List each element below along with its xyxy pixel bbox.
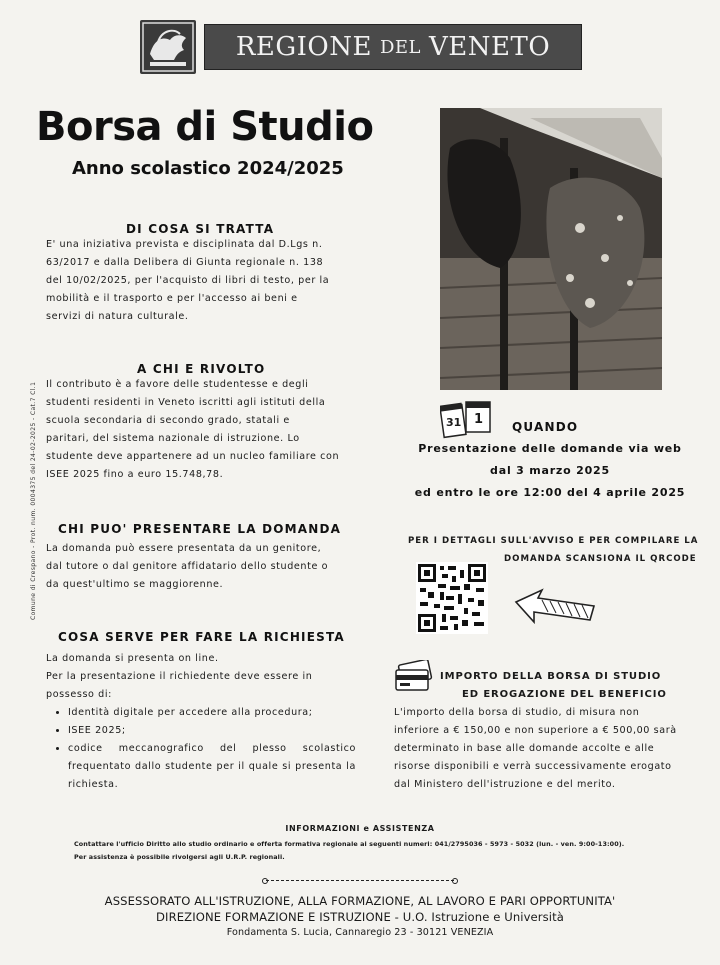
footer-assessorato: ASSESSORATO ALL'ISTRUZIONE, ALLA FORMAZIONE, AL LAVORO E PARI OPPORTUNITA' [104, 894, 616, 908]
text-line: Il contributo è a favore delle studentesse e degli [46, 379, 309, 390]
text-line: DOMANDA SCANSIONA IL QRCODE [504, 554, 697, 564]
heading-cosa: DI COSA SI TRATTA [126, 222, 275, 236]
calendar-day-1: 1 [474, 412, 484, 427]
footer-divider [262, 878, 458, 884]
heading-quando: QUANDO [512, 420, 579, 434]
page-title: Borsa di Studio [36, 104, 374, 150]
footer-direzione: DIREZIONE FORMAZIONE E ISTRUZIONE - U.O. Istruzione e Università [156, 910, 564, 924]
text-line: dal Ministero dell'istruzione e del merito. [394, 779, 616, 790]
page-subtitle: Anno scolastico 2024/2025 [72, 158, 344, 179]
text-quando [390, 438, 710, 504]
text-importo [394, 704, 700, 794]
text-line: possesso di: [46, 689, 112, 700]
importo-heading [440, 668, 700, 704]
calendar-day-31: 31 [446, 416, 462, 429]
regione-banner [204, 24, 582, 70]
text-line: determinato in base alle domande accolte e alle [394, 743, 655, 754]
text-line: scuola secondaria di secondo grado, statali e [46, 415, 290, 426]
heading-importo-1: IMPORTO DELLA BORSA DI STUDIO [440, 671, 662, 682]
text-chi-rivolto [46, 376, 356, 484]
text-line: dal 3 marzo 2025 [490, 464, 610, 477]
info-line: Per assistenza è possibile rivolgersi agli U.R.P. regionali. [74, 853, 285, 861]
text-cosa [46, 236, 356, 326]
credit-card-icon [394, 660, 434, 694]
text-cosa-serve [46, 650, 356, 794]
text-line: ISEE 2025 fino a euro 15.748,78. [46, 469, 224, 480]
protocol-stamp [30, 340, 44, 620]
text-line: La domanda può essere presentata da un genitore, [46, 543, 322, 554]
text-line: L'importo della borsa di studio, di misura non [394, 707, 640, 718]
text-line: studente deve appartenere ad un nucleo familiare con [46, 451, 340, 462]
text-line: inferiore a € 150,00 e non superiore a € 500,00 sarà [394, 725, 677, 736]
text-line: studenti residenti in Veneto iscritti agli istituti della [46, 397, 326, 408]
text-line: La domanda si presenta on line. [46, 653, 219, 664]
protocol-stamp-text: Comune di Crespano - Prot. num. 0004375 del 24-02-2025 - Cat.7 Cl.1 [30, 381, 37, 620]
text-line: del 10/02/2025, per l'acquisto di libri di testo, per la [46, 275, 330, 286]
text-line: PER I DETTAGLI SULL'AVVISO E PER COMPILARE LA [408, 536, 699, 546]
banner-del: DEL [379, 36, 421, 58]
info-text [74, 838, 694, 864]
heading-chi-rivolto: A CHI E RIVOLTO [137, 362, 266, 376]
text-line: servizi di natura culturale. [46, 311, 189, 322]
text-line: Presentazione delle domande via web [418, 442, 682, 455]
classroom-photo [440, 108, 662, 390]
text-chi-presenta [46, 540, 356, 594]
calendar-icon [440, 398, 492, 440]
banner-regione: REGIONE [235, 32, 372, 62]
info-line: Contattare l'ufficio Diritto allo studio ordinario e offerta formativa regionale ai seguenti numeri: 041/2795036 - 5973 - 5032 (lun. - ven. 9:00-13:00). [74, 840, 625, 848]
heading-chi-presenta: CHI PUO' PRESENTARE LA DOMANDA [58, 522, 342, 536]
footer-address: Fondamenta S. Lucia, Cannaregio 23 - 30121 VENEZIA [226, 927, 494, 938]
banner-veneto: VENETO [429, 32, 551, 62]
text-line: paritari, del sistema nazionale di istruzione. Lo [46, 433, 300, 444]
heading-cosa-serve: COSA SERVE PER FARE LA RICHIESTA [58, 630, 345, 644]
list-item: • ISEE 2025; [68, 722, 356, 740]
info-heading: INFORMAZIONI e ASSISTENZA [285, 824, 435, 833]
text-line: 63/2017 e dalla Delibera di Giunta regionale n. 138 [46, 257, 324, 268]
text-line: da quest'ultimo se maggiorenne. [46, 579, 224, 590]
regione-lion-icon [140, 20, 196, 74]
list-item: • codice meccanografico del plesso scolastico frequentato dallo studente per il quale si presenta la richiesta. [68, 740, 356, 794]
footer [0, 893, 720, 941]
text-line: mobilità e il trasporto e per l'accesso ai beni e [46, 293, 298, 304]
text-line: dal tutore o dal genitore affidatario dello studente o [46, 561, 329, 572]
qr-code-icon[interactable] [416, 562, 488, 634]
text-line: Per la presentazione il richiedente deve essere in [46, 671, 313, 682]
text-line: ed entro le ore 12:00 del 4 aprile 2025 [414, 486, 686, 499]
list-item: • Identità digitale per accedere alla procedura; [68, 704, 356, 722]
arrow-icon [512, 586, 596, 630]
regione-header [140, 20, 580, 74]
text-line: risorse disponibili e verrà successivamente erogato [394, 761, 672, 772]
text-line: E' una iniziativa prevista e disciplinata dal D.Lgs n. [46, 239, 323, 250]
requirements-list [46, 704, 356, 794]
heading-importo-2: ED EROGAZIONE DEL BENEFICIO [462, 689, 667, 700]
